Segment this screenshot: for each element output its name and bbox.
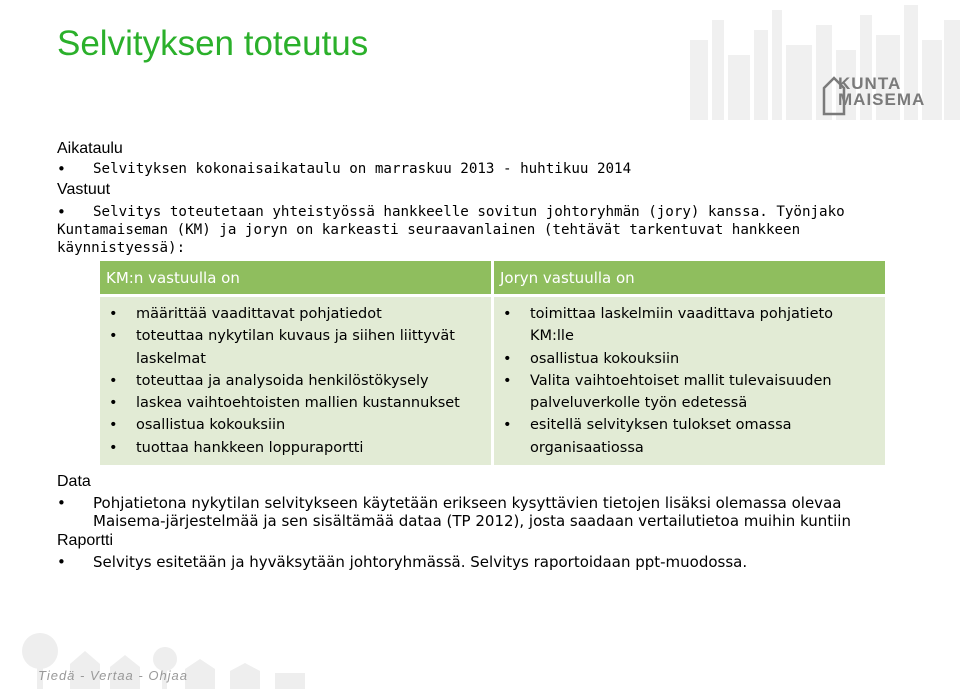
logo-line1: KUNTA	[838, 74, 902, 93]
page-title: Selvityksen toteutus	[57, 24, 369, 63]
data-heading: Data	[57, 473, 91, 490]
logo-line2: MAISEMA	[838, 90, 926, 109]
list-item: • toteuttaa nykytilan kuvaus ja siihen liittyvät laskelmat	[106, 325, 485, 370]
vastuut-text-line2: Kuntamaiseman (KM) ja joryn on karkeasti seuraavanlainen (tehtävät tarkentuvat hankkeen	[57, 222, 801, 238]
list-item: • laskea vaihtoehtoisten mallien kustannukset	[106, 392, 485, 414]
responsibilities-table	[97, 258, 888, 468]
raportti-text: Selvitys esitetään ja hyväksytään johtoryhmässä. Selvitys raportoidaan ppt-muodossa.	[93, 553, 748, 571]
jory-list	[500, 303, 879, 459]
km-list	[106, 303, 485, 459]
list-item: • määrittää vaadittavat pohjatiedot	[106, 303, 485, 325]
footer-tagline: Tiedä - Vertaa - Ohjaa	[38, 668, 189, 683]
bullet-icon: •	[57, 494, 66, 512]
table-row	[100, 297, 885, 465]
table-header-row	[100, 261, 885, 294]
list-item: • Valita vaihtoehtoiset mallit tulevaisuuden palveluverkolle työn edetessä	[500, 370, 879, 415]
list-item: • tuottaa hankkeen loppuraportti	[106, 437, 485, 459]
vastuut-text-line1: Selvitys toteutetaan yhteistyössä hankkeelle sovitun johtoryhmän (jory) kanssa. Työnjako	[93, 204, 845, 220]
bullet-icon: •	[57, 160, 66, 178]
data-text-line2: Maisema-järjestelmää ja sen sisältämää dataa (TP 2012), josta saadaan vertailutietoa muihin kuntiin	[93, 512, 851, 530]
aikataulu-heading: Aikataulu	[57, 140, 123, 157]
data-text-line1: Pohjatietona nykytilan selvitykseen käytetään erikseen kysyttävien tietojen lisäksi olemassa olevaa	[93, 494, 842, 512]
raportti-heading: Raportti	[57, 532, 114, 549]
bullet-icon: •	[57, 203, 66, 221]
list-item: • osallistua kokouksiin	[500, 348, 879, 370]
vastuut-heading: Vastuut	[57, 181, 111, 198]
vastuut-text-line3: käynnistyessä):	[57, 240, 186, 256]
list-item: • esitellä selvityksen tulokset omassa organisaatiossa	[500, 414, 879, 459]
aikataulu-text: Selvityksen kokonaisaikataulu on marraskuu 2013 - huhtikuu 2014	[93, 161, 632, 177]
bullet-icon: •	[57, 553, 66, 571]
list-item: • osallistua kokouksiin	[106, 414, 485, 436]
jory-responsibilities-cell	[494, 297, 885, 465]
kuntamaisema-logo	[838, 76, 925, 108]
list-item: • toteuttaa ja analysoida henkilöstökysely	[106, 370, 485, 392]
table-header-jory: Joryn vastuulla on	[494, 261, 885, 294]
km-responsibilities-cell	[100, 297, 491, 465]
table-header-km: KM:n vastuulla on	[100, 261, 491, 294]
list-item: • toimittaa laskelmiin vaadittava pohjatieto KM:lle	[500, 303, 879, 348]
